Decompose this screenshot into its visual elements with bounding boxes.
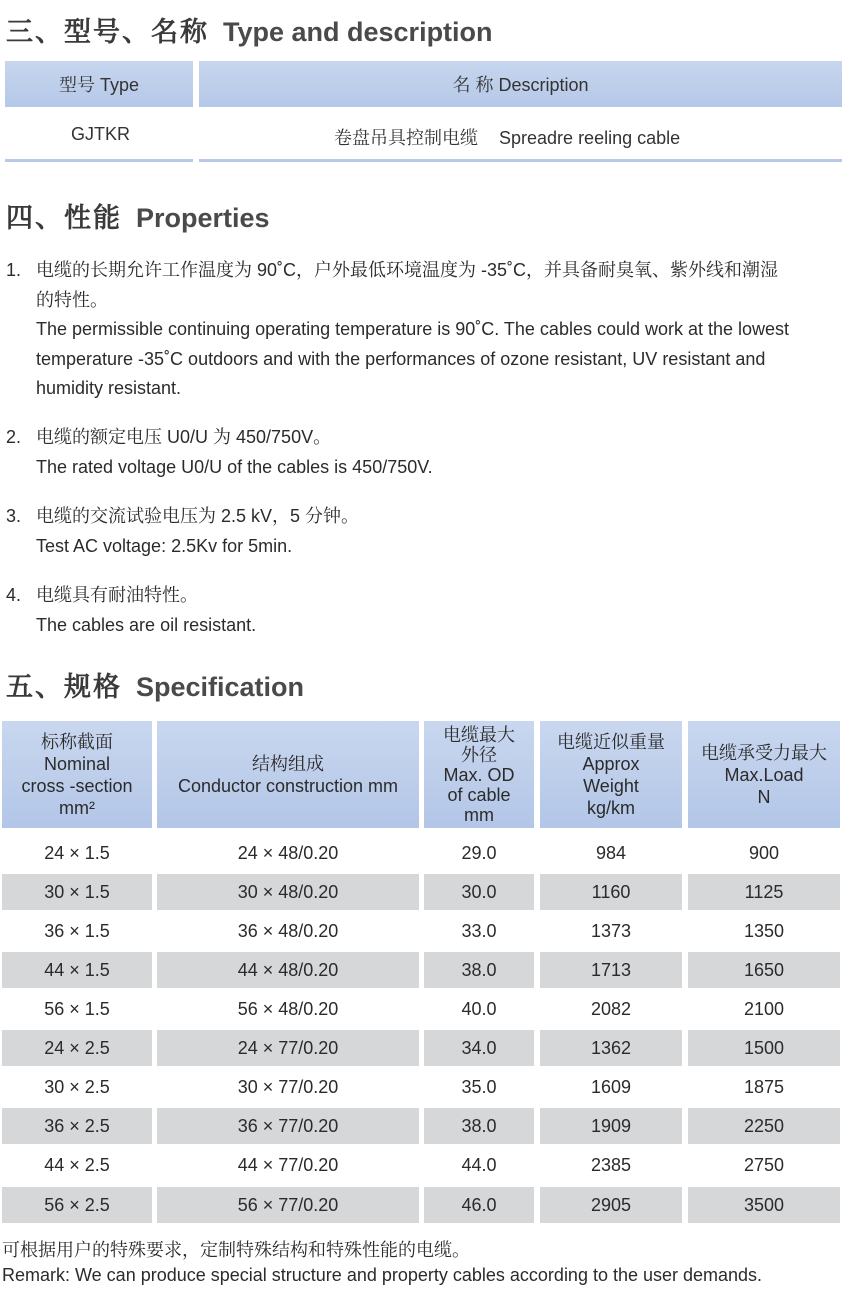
cell-od: 46.0 (424, 1187, 534, 1223)
section-title-properties: 四、性能 Properties (6, 203, 270, 234)
cell-construction: 30 × 48/0.20 (157, 874, 419, 910)
type-value: GJTKR (71, 124, 131, 144)
cell-od: 35.0 (461, 1076, 497, 1097)
property-item-3: 3. 电缆的交流试验电压为 2.5 kV，5 分钟。 Test AC voltage: 2.5Kv for 5min. (6, 506, 360, 556)
cell-nominal: 56 × 2.5 (2, 1187, 152, 1223)
cell-weight: 1609 (590, 1076, 632, 1097)
property-item-2: 2. 电缆的额定电压 U0/U 为 450/750V。 The rated voltage U0/U of the cables is 450/750V. (6, 427, 433, 477)
cell-nominal: 24 × 2.5 (2, 1030, 152, 1066)
property-item-1: 1. 电缆的长期允许工作温度为 90˚C，户外最低环境温度为 -35˚C，并具备耐臭氧、紫外线和潮湿 的特性。 The permissible continuing operating temperature is 90˚C. The cables could work at the lowest temperature -35˚C outdoors and with the performances of ozone resistant, UV resistant and humidity resistant. (6, 260, 790, 398)
cell-od: 30.0 (424, 874, 534, 910)
cell-load: 2250 (688, 1108, 840, 1144)
cell-construction: 56 × 77/0.20 (157, 1187, 419, 1223)
cell-od: 34.0 (424, 1030, 534, 1066)
cell-weight: 1160 (540, 874, 682, 910)
spec-header-nominal: 标称截面 Nominal cross -section mm² (2, 721, 152, 828)
cell-load: 1125 (688, 874, 840, 910)
cell-construction: 30 × 77/0.20 (237, 1076, 339, 1097)
description-table-rule (199, 159, 842, 162)
table-row (0, 913, 850, 949)
cell-weight: 2385 (590, 1154, 632, 1175)
remark-en: Remark: We can produce special structure and property cables according to the user demands. (2, 1265, 763, 1285)
cell-nominal: 30 × 1.5 (2, 874, 152, 910)
cell-od: 29.0 (461, 842, 497, 863)
spec-header-construction: 结构组成 Conductor construction mm (157, 721, 419, 828)
cell-load: 1650 (688, 952, 840, 988)
table-row (0, 1147, 850, 1183)
cell-od: 44.0 (461, 1154, 497, 1175)
cell-nominal: 36 × 2.5 (2, 1108, 152, 1144)
type-header-type: 型号 Type (5, 61, 193, 107)
spec-header-max-od: 电缆最大 外径 Max. OD of cable mm (424, 721, 534, 828)
table-row (0, 874, 850, 910)
cell-load: 2100 (743, 998, 785, 1019)
cell-od: 38.0 (424, 1108, 534, 1144)
cell-nominal: 36 × 1.5 (44, 920, 110, 941)
cell-construction: 24 × 77/0.20 (157, 1030, 419, 1066)
cell-weight: 2905 (540, 1187, 682, 1223)
cell-weight: 1713 (540, 952, 682, 988)
type-table-rule (5, 159, 193, 162)
cell-weight: 1909 (540, 1108, 682, 1144)
description-en: Spreadre reeling cable (499, 128, 681, 148)
cell-load: 1350 (743, 920, 785, 941)
cell-construction: 44 × 77/0.20 (237, 1154, 339, 1175)
cell-construction: 36 × 77/0.20 (157, 1108, 419, 1144)
cell-od: 38.0 (424, 952, 534, 988)
table-row (0, 952, 850, 988)
type-header-description: 名 称 Description (199, 61, 842, 107)
cell-construction: 24 × 48/0.20 (237, 842, 339, 863)
section-title-specification: 五、规格 Specification (6, 672, 305, 703)
type-description (334, 124, 680, 150)
cell-nominal: 44 × 2.5 (44, 1154, 110, 1175)
cell-nominal: 30 × 2.5 (44, 1076, 110, 1097)
cell-construction: 36 × 48/0.20 (237, 920, 339, 941)
table-row (0, 1108, 850, 1144)
property-item-4: 4. 电缆具有耐油特性。 The cables are oil resistant. (6, 585, 257, 635)
cell-nominal: 44 × 1.5 (2, 952, 152, 988)
cell-construction: 44 × 48/0.20 (157, 952, 419, 988)
cell-nominal: 56 × 1.5 (44, 998, 110, 1019)
table-row (0, 1187, 850, 1223)
table-row (0, 835, 850, 871)
cell-od: 33.0 (461, 920, 497, 941)
cell-nominal: 24 × 1.5 (44, 842, 110, 863)
table-row (0, 1030, 850, 1066)
table-row (0, 1069, 850, 1105)
cell-weight: 2082 (590, 998, 632, 1019)
cell-od: 40.0 (461, 998, 497, 1019)
cell-load: 3500 (688, 1187, 840, 1223)
cell-load: 900 (748, 842, 780, 863)
spec-header-weight: 电缆近似重量 Approx Weight kg/km (540, 721, 682, 828)
table-row (0, 991, 850, 1027)
description-cn: 卷盘吊具控制电缆 (334, 128, 478, 148)
cell-load: 2750 (743, 1154, 785, 1175)
cell-weight: 984 (595, 842, 627, 863)
cell-weight: 1373 (590, 920, 632, 941)
cell-load: 1875 (743, 1076, 785, 1097)
remark-cn: 可根据用户的特殊要求，定制特殊结构和特殊性能的电缆。 (2, 1240, 470, 1260)
section-title-type: 三、型号、名称 Type and description (6, 17, 493, 48)
cell-load: 1500 (688, 1030, 840, 1066)
cell-weight: 1362 (540, 1030, 682, 1066)
spec-header-max-load: 电缆承受力最大 Max.Load N (688, 721, 840, 828)
cell-construction: 56 × 48/0.20 (237, 998, 339, 1019)
